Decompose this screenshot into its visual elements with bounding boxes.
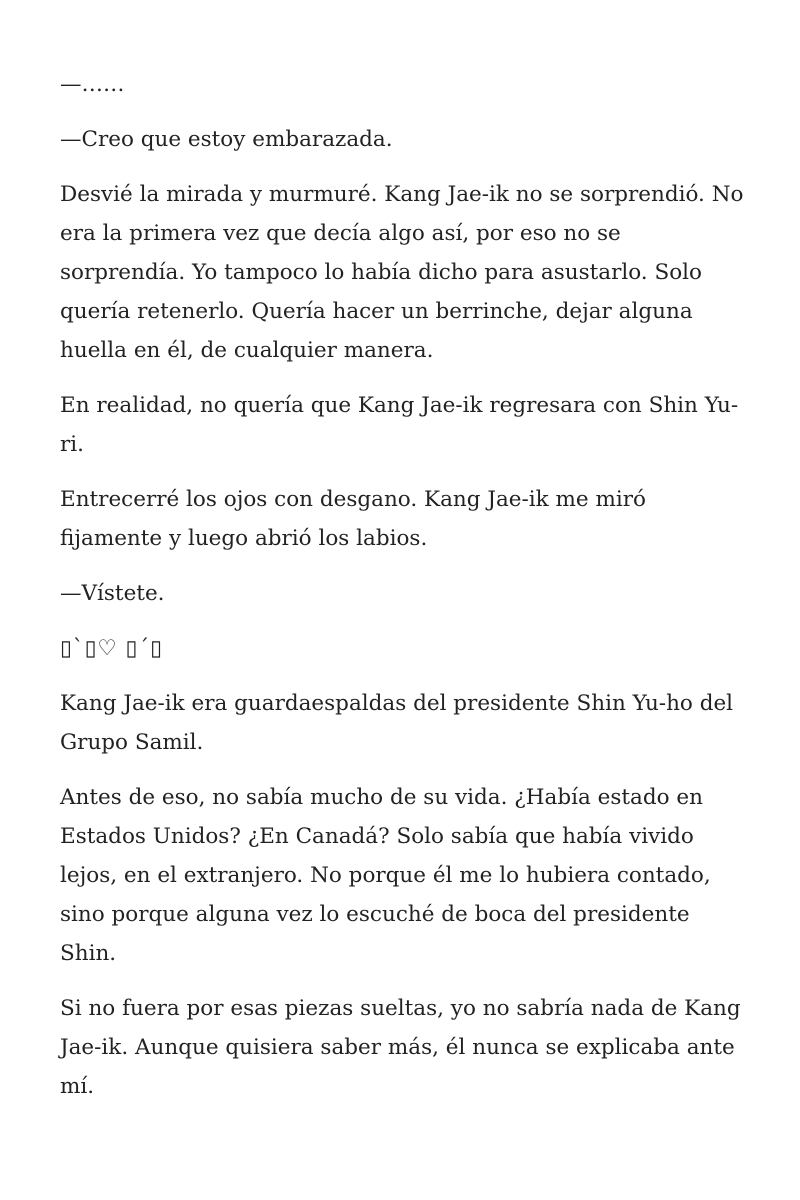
- document-body: [60, 65, 750, 1122]
- paragraph-narration-3: Entrecerré los ojos con desgano. Kang Jae-ik me miró fijamente y luego abrió los labios.: [60, 487, 646, 551]
- paragraph-narration-2: En realidad, no quería que Kang Jae-ik regresara con Shin Yu-ri.: [60, 393, 739, 457]
- paragraph-narration-5: Antes de eso, no sabía mucho de su vida. ¿Había estado en Estados Unidos? ¿En Canadá? Solo sabía que había vivido lejos, en el extranjero. No porque él me lo hubiera contado, sino porque alguna vez lo escuché de boca del presidente Shin.: [60, 785, 711, 966]
- paragraph-narration-4: Kang Jae-ik era guardaespaldas del presidente Shin Yu-ho del Grupo Samil.: [60, 691, 734, 755]
- section-divider: ▯`▯♡ ▯´▯: [60, 636, 163, 661]
- paragraph-dialogue-pregnant: —Creo que estoy embarazada.: [60, 127, 393, 152]
- paragraph-narration-6: Si no fuera por esas piezas sueltas, yo no sabría nada de Kang Jae-ik. Aunque quisiera saber más, él nunca se explicaba ante mí.: [60, 996, 741, 1099]
- paragraph-ellipsis: —……: [60, 72, 125, 97]
- paragraph-dialogue-dress: —Vístete.: [60, 581, 165, 606]
- paragraph-narration-1: Desvié la mirada y murmuré. Kang Jae-ik no se sorprendió. No era la primera vez que decía algo así, por eso no se sorprendía. Yo tampoco lo había dicho para asustarlo. Solo quería retenerlo. Quería hacer un berrinche, dejar alguna huella en él, de cualquier manera.: [60, 182, 744, 363]
